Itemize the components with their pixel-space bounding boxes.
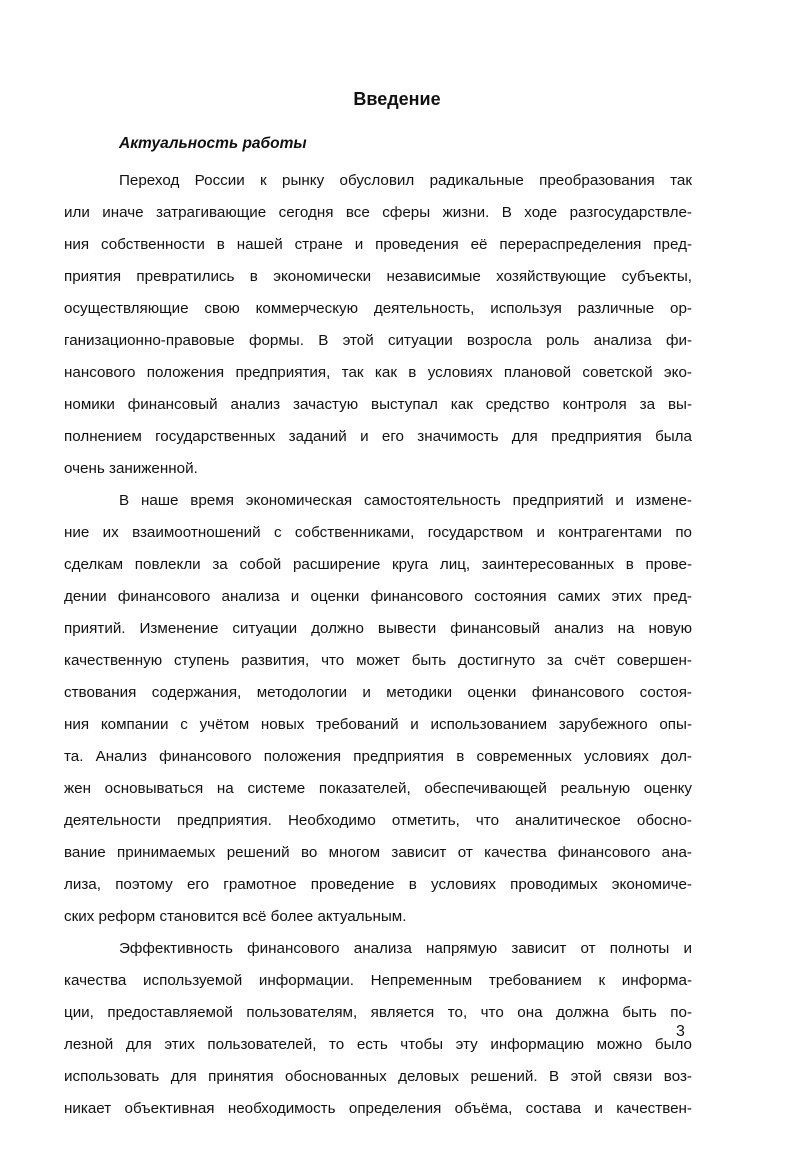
- text-line: приятий. Изменение ситуации должно вывести финансовый анализ на новую: [64, 620, 692, 637]
- text-line: Переход России к рынку обусловил радикальные преобразования так: [119, 172, 692, 189]
- text-line: качества используемой информации. Непременным требованием к информа-: [64, 972, 692, 989]
- text-line: деятельности предприятия. Необходимо отметить, что аналитическое обосно-: [64, 812, 692, 829]
- page-title: Введение: [353, 89, 441, 109]
- text-line: или иначе затрагивающие сегодня все сферы жизни. В ходе разгосударствле-: [64, 204, 692, 221]
- text-line: ганизационно-правовые формы. В этой ситуации возросла роль анализа фи-: [64, 332, 692, 349]
- text-line: ния компании с учётом новых требований и использованием зарубежного опы-: [64, 716, 692, 733]
- text-line: ствования содержания, методологии и методики оценки финансового состоя-: [64, 684, 692, 701]
- text-line: ние их взаимоотношений с собственниками, государством и контрагентами по: [64, 524, 692, 541]
- text-line: осуществляющие свою коммерческую деятельность, используя различные ор-: [64, 300, 692, 317]
- text-line: использовать для принятия обоснованных деловых решений. В этой связи воз-: [64, 1068, 692, 1085]
- text-line: нансового положения предприятия, так как в условиях плановой советской эко-: [64, 364, 692, 381]
- text-line: Эффективность финансового анализа напрямую зависит от полноты и: [119, 940, 692, 957]
- section-heading: Актуальность работы: [119, 135, 307, 152]
- text-line: В наше время экономическая самостоятельность предприятий и измене-: [119, 492, 692, 509]
- text-line: ния собственности в нашей стране и проведения её перераспределения пред-: [64, 236, 692, 253]
- text-line: никает объективная необходимость определения объёма, состава и качествен-: [64, 1100, 692, 1117]
- text-line: жен основываться на системе показателей, обеспечивающей реальную оценку: [64, 780, 692, 797]
- text-line: качественную ступень развития, что может быть достигнуто за счёт совершен-: [64, 652, 692, 669]
- text-line: лиза, поэтому его грамотное проведение в условиях проводимых экономиче-: [64, 876, 692, 893]
- page-number: 3: [676, 1023, 685, 1040]
- text-line: ских реформ становится всё более актуальным.: [64, 908, 407, 925]
- text-line: лезной для этих пользователей, то есть чтобы эту информацию можно было: [64, 1036, 692, 1053]
- text-line: очень заниженной.: [64, 460, 198, 477]
- text-line: та. Анализ финансового положения предприятия в современных условиях дол-: [64, 748, 692, 765]
- text-line: дении финансового анализа и оценки финансового состояния самих этих пред-: [64, 588, 692, 605]
- text-line: номики финансовый анализ зачастую выступал как средство контроля за вы-: [64, 396, 692, 413]
- text-line: вание принимаемых решений во многом зависит от качества финансового ана-: [64, 844, 692, 861]
- text-line: ции, предоставляемой пользователям, является то, что она должна быть по-: [64, 1004, 692, 1021]
- text-line: приятия превратились в экономически независимые хозяйствующие субъекты,: [64, 268, 692, 285]
- text-line: сделкам повлекли за собой расширение круга лиц, заинтересованных в прове-: [64, 556, 692, 573]
- text-line: полнением государственных заданий и его значимость для предприятия была: [64, 428, 692, 445]
